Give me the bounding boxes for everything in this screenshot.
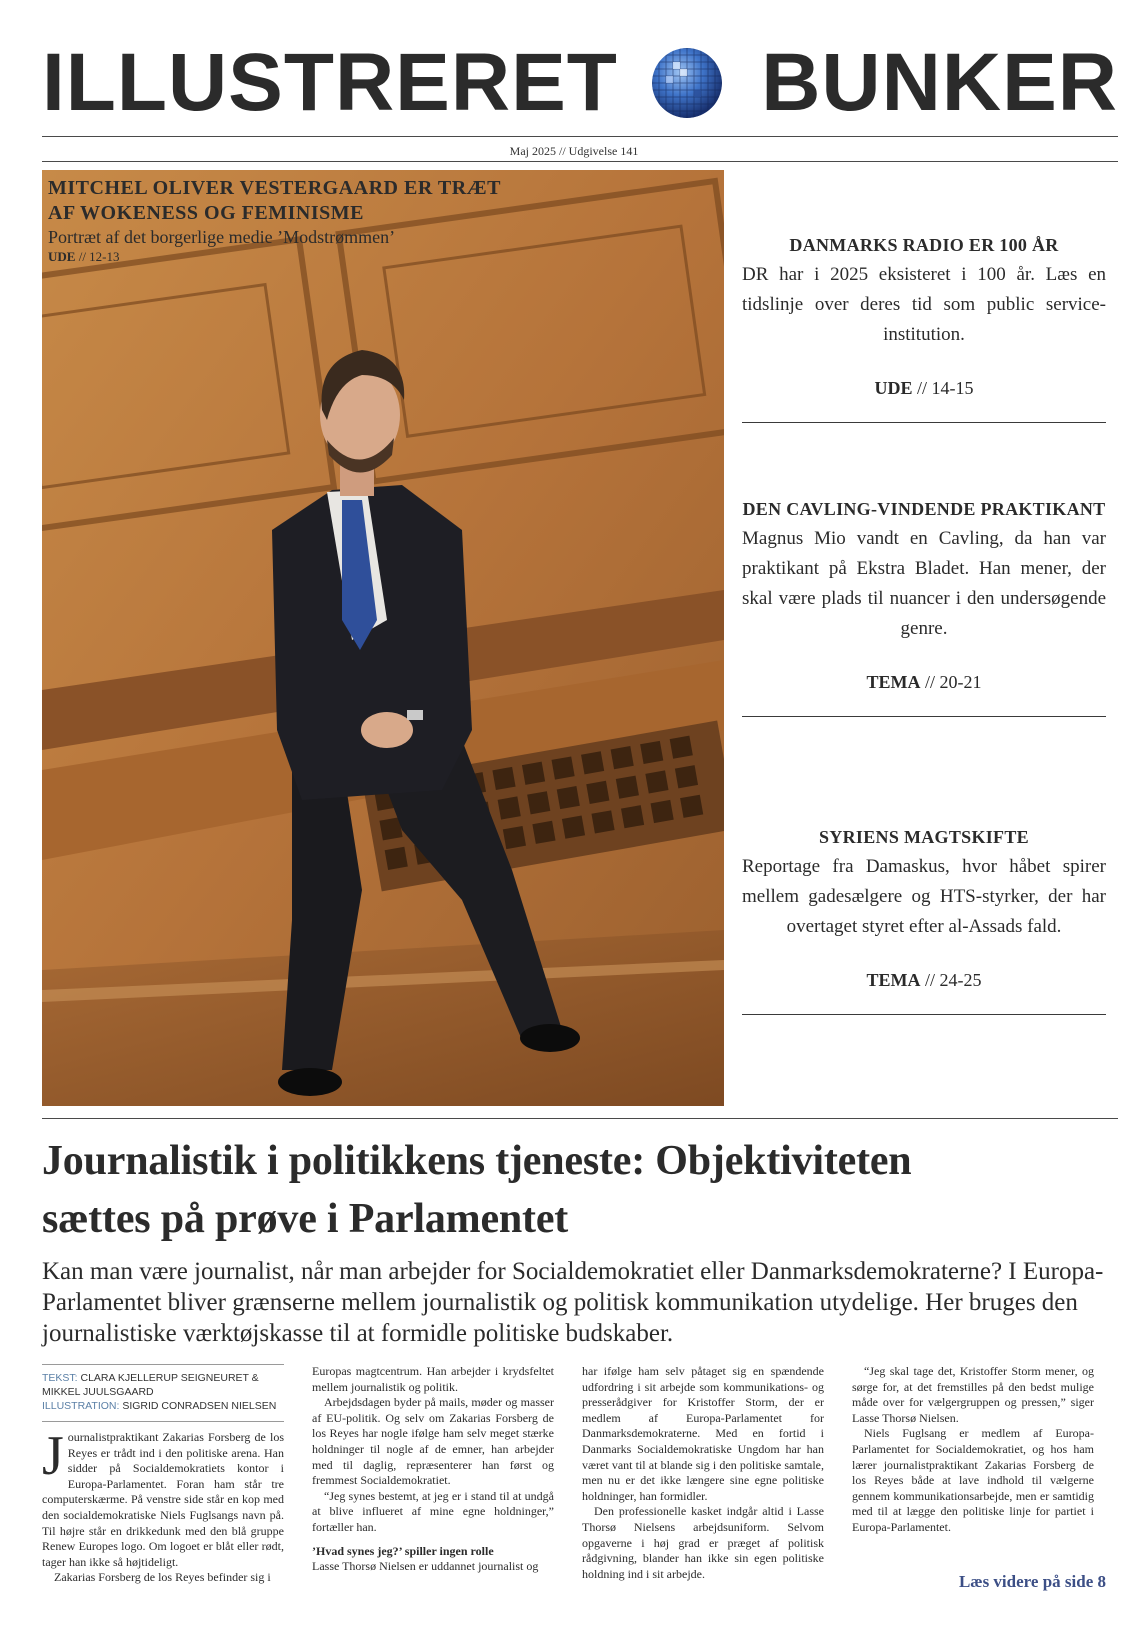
- teaser-text: Magnus Mio vandt en Cavling, da han var praktikant på Ekstra Bladet. Han mener, der skal være plads til nuancer i den undersøgende genre.: [742, 528, 1106, 639]
- teaser-dr-100[interactable]: [742, 230, 1106, 423]
- continue-reading-link[interactable]: Læs videre på side 8: [958, 1572, 1106, 1591]
- cover-ref-section: UDE: [48, 249, 76, 264]
- body-paragraph: Lasse Thorsø Nielsen er uddannet journalist og: [312, 1559, 539, 1574]
- article-credits: [42, 1364, 284, 1422]
- body-paragraph: Niels Fuglsang er medlem af Europa-Parlamentet for Socialdemokratiet, og hos ham lærer journalistpraktikant Zakarias Forsberg de los Reyes både at lave indhold til vælgerne gennem kommunikationsarbejde, men er samtidig med til at lægge den politiske linje for partiet i Europa-Parlamentet.: [852, 1426, 1094, 1534]
- body-paragraph: Zakarias Forsberg de los Reyes befinder sig i: [54, 1570, 271, 1585]
- cover-story-title-line2: AF WOKENESS OG FEMINISME: [48, 202, 364, 224]
- issue-line: Maj 2025 // Udgivelse 141: [509, 144, 639, 158]
- masthead-top-rule: [42, 136, 1118, 137]
- cover-story-subtitle: Portræt af det borgerlige medie ’Modstrømmen’: [48, 227, 396, 247]
- article-column-4: [852, 1364, 1094, 1536]
- masthead-word-illustreret: ILLUSTRERET: [42, 37, 618, 128]
- teaser-page-ref: [742, 968, 1106, 992]
- teaser-divider: [742, 716, 1106, 717]
- teaser-pages: // 14-15: [912, 378, 974, 398]
- article-deck: Kan man være journalist, når man arbejder for Socialdemokratiet eller Danmarksdemokraterne? I Europa-Parlamentet bliver grænserne mellem journalistik og politisk kommunikation utydelige. Her bruges den journalistiske værktøjskasse til at formidle politiske budskaber.: [42, 1258, 1104, 1347]
- body-paragraph: har ifølge ham selv påtaget sig en spændende udfordring i sit arbejde som kommunikations- og presserådgiver for Kristoffer Storm, der er medlem af Europa-Parlamentet for Danmarksdemokraterne. Med en fortid i Danmarks Socialdemokratiske Ungdom har han været vant til at blande sig i den politiske samtale, men nu er det ikke længere sine egne politiske holdninger, han formidler.: [582, 1364, 824, 1503]
- body-paragraph: Den professionelle kasket indgår altid i Lasse Thorsø Nielsens arbejdsuniform. Selvom opgaverne i høj grad er præget af politisk rådgivning, blander han ikke sin egen politiske holdning ind i sit arbejde.: [582, 1504, 824, 1581]
- credit-illustration-names: SIGRID CONRADSEN NIELSEN: [119, 1400, 277, 1412]
- article-subheading: ’Hvad synes jeg?’ spiller ingen rolle: [312, 1543, 494, 1558]
- teaser-section: TEMA: [866, 672, 921, 692]
- cover-ref-pages: // 12-13: [75, 249, 120, 264]
- teaser-title: DANMARKS RADIO ER 100 ÅR: [789, 235, 1059, 255]
- cover-story-title-line1: MITCHEL OLIVER VESTERGAARD ER TRÆT: [48, 177, 502, 199]
- drop-cap: J: [42, 1425, 64, 1487]
- body-paragraph: [42, 1425, 284, 1570]
- teaser-text: DR har i 2025 eksisteret i 100 år. Læs en tidslinje over deres tid som public service-institution.: [742, 264, 1106, 345]
- teaser-page-ref: [742, 670, 1106, 694]
- teaser-section: TEMA: [866, 970, 921, 990]
- article-column-1: [42, 1364, 284, 1586]
- headline-line1: Journalistik i politikkens tjeneste: Objektiviteten: [42, 1138, 912, 1184]
- credit-text-label: TEKST:: [42, 1372, 78, 1384]
- teaser-pages: // 24-25: [920, 970, 982, 990]
- teaser-text: Reportage fra Damaskus, hvor håbet spirer mellem gadesælgere og HTS-styrker, der har overtaget styret efter al-Assads fald.: [742, 856, 1106, 937]
- disco-ball-icon: [652, 48, 722, 118]
- teaser-page-ref: [742, 376, 1106, 400]
- article-column-2: [312, 1364, 554, 1575]
- body-paragraph: “Jeg synes bestemt, at jeg er i stand til at undgå at blive influeret af mine egne holdninger,” fortæller han.: [312, 1488, 554, 1534]
- teaser-pages: // 20-21: [920, 672, 982, 692]
- body-paragraph: “Jeg skal tage det, Kristoffer Storm mener, og sørge for, at det fremstilles på den bedst mulige måde over for vælgergruppen og pressen,” siger Lasse Thorsø Nielsen.: [852, 1364, 1094, 1425]
- masthead-word-bunker: BUNKER: [761, 37, 1118, 128]
- teaser-syriens-magtskifte[interactable]: [742, 822, 1106, 1015]
- cover-photo: [42, 170, 724, 1106]
- teaser-section: UDE: [874, 378, 913, 398]
- headline-line2: sættes på prøve i Parlamentet: [42, 1196, 569, 1242]
- article-headline: [42, 1132, 1118, 1248]
- credit-illustration-label: ILLUSTRATION:: [42, 1400, 120, 1412]
- body-paragraph: Arbejdsdagen byder på mails, møder og masser af EU-politik. Og selv om Zakarias Forsberg de los Reyes har nogle ifølge ham selv meget stærke holdninger til nogle af de emner, han arbejder med til daglig, repræsenterer han først og fremmest Socialdemokratiet.: [312, 1395, 554, 1488]
- teaser-divider: [742, 1014, 1106, 1015]
- masthead-bottom-rule: [42, 161, 1118, 162]
- teaser-title: DEN CAVLING-VINDENDE PRAKTIKANT: [742, 499, 1106, 519]
- teaser-divider: [742, 422, 1106, 423]
- teaser-cavling-praktikant[interactable]: [742, 494, 1106, 717]
- credit-text-names: CLARA KJELLERUP SEIGNEURET & MIKKEL JUULSGAARD: [42, 1372, 259, 1398]
- article-column-3: [582, 1364, 824, 1582]
- cover-story-text: [48, 176, 508, 266]
- masthead: [42, 38, 1118, 128]
- cover-story-page-ref: [48, 248, 508, 266]
- body-paragraph: Europas magtcentrum. Han arbejder i krydsfeltet mellem journalistik og politik.: [312, 1364, 554, 1394]
- body-text: ournalistpraktikant Zakarias Forsberg de los Reyes er trådt ind i den politiske arena. Han sidder på Socialdemokratiets kontor i Europa-Parlamentet. Foran ham står tre computerskærme. På venstre side står en kop med den socialdemokratiske Niels Fuglsangs navn på. Til højre står en drikkedunk med den blå gruppe Renew Europes logo. Om logoet er blåt eller rødt, tager han ikke så højtideligt.: [42, 1430, 284, 1569]
- section-divider: [42, 1118, 1118, 1119]
- teaser-title: SYRIENS MAGTSKIFTE: [819, 827, 1029, 847]
